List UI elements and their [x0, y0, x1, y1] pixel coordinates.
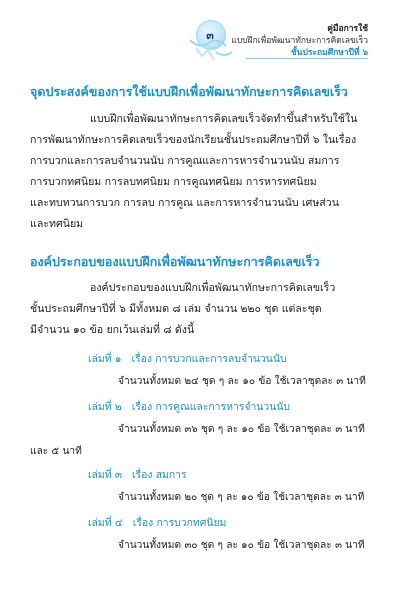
paragraph-line: การพัฒนาทักษะการคิดเลขเร็วของนักเรียนชั้นประถมศึกษาปีที่ ๖ ในเรื่อง: [30, 134, 357, 146]
book-item: [88, 466, 187, 483]
book-title: เรื่อง การคูณและการหารจำนวนนับ: [131, 401, 291, 413]
book-label: เล่มที่ ๓: [88, 469, 123, 481]
book-title: เรื่อง การบวกทศนิยม: [132, 517, 227, 529]
section1-paragraph: [30, 109, 382, 235]
book-label: เล่มที่ ๒: [88, 401, 122, 413]
section2-heading: องค์ประกอบของแบบฝึกเพื่อพัฒนาทักษะการคิดเลขเร็ว: [30, 254, 320, 269]
book-detail: จำนวนทั้งหมด ๓๖ ชุด ๆ ละ ๑๐ ข้อ ใช้เวลาชุดละ ๓ นาที: [118, 424, 365, 435]
section1-heading: จุดประสงค์ของการใช้แบบฝึกเพื่อพัฒนาทักษะการคิดเลขเร็ว: [30, 84, 348, 99]
book-detail: จำนวนทั้งหมด ๒๔ ชุด ๆ ละ ๑๐ ข้อ ใช้เวลาชุดละ ๓ นาที: [118, 376, 366, 387]
book-detail: จำนวนทั้งหมด ๒๐ ชุด ๆ ละ ๑๐ ข้อ ใช้เวลาชุดละ ๓ นาที: [118, 492, 365, 503]
section2-paragraph: [30, 278, 382, 341]
running-header: [231, 23, 368, 59]
paragraph-line: แบบฝึกเพื่อพัฒนาทักษะการคิดเลขเร็วจัดทำขึ้นสำหรับใช้ใน: [90, 113, 358, 125]
paragraph-line: และทศนิยม: [30, 218, 84, 230]
book-detail-continuation: และ ๕ นาที: [30, 446, 82, 457]
decorative-ribbon-icon: [186, 36, 236, 66]
paragraph-line: การบวกทศนิยม การลบทศนิยม การคูณทศนิยม การหารทศนิยม: [30, 176, 317, 188]
book-item: [88, 514, 226, 531]
manual-title: คู่มือการใช้: [327, 24, 368, 34]
paragraph-line: มีจำนวน ๑๐ ข้อ ยกเว้นเล่มที่ ๘ ดังนี้: [30, 324, 195, 336]
book-detail: จำนวนทั้งหมด ๓๐ ชุด ๆ ละ ๑๐ ข้อ ใช้เวลาชุดละ ๓ นาที: [118, 540, 365, 551]
paragraph-line: การบวกและการลบจำนวนนับ การคูณและการหารจำนวนนับ สมการ: [30, 155, 340, 167]
book-title: เรื่อง การบวกและการลบจำนวนนับ: [131, 353, 287, 365]
book-label: เล่มที่ ๑: [88, 353, 122, 365]
book-label: เล่มที่ ๔: [88, 517, 123, 529]
paragraph-line: องค์ประกอบของแบบฝึกเพื่อพัฒนาทักษะการคิดเลขเร็ว: [90, 282, 336, 294]
paragraph-line: และทบทวนการบวก การลบ การคูณ และการหารจำนวนนับ เศษส่วน: [30, 197, 339, 209]
book-item: [88, 398, 290, 415]
grade-level: ชั้นประถมศึกษาปีที่ ๖: [290, 48, 368, 58]
series-title: แบบฝึกเพื่อพัฒนาทักษะการคิดเลขเร็ว: [231, 36, 368, 46]
book-title: เรื่อง สมการ: [131, 469, 187, 481]
page-number: ๓: [206, 29, 214, 42]
header-divider: [246, 58, 368, 59]
paragraph-line: ชั้นประถมศึกษาปีที่ ๖ มีทั้งหมด ๘ เล่ม จำนวน ๒๒๐ ชุด แต่ละชุด: [30, 303, 322, 315]
book-item: [88, 350, 287, 367]
